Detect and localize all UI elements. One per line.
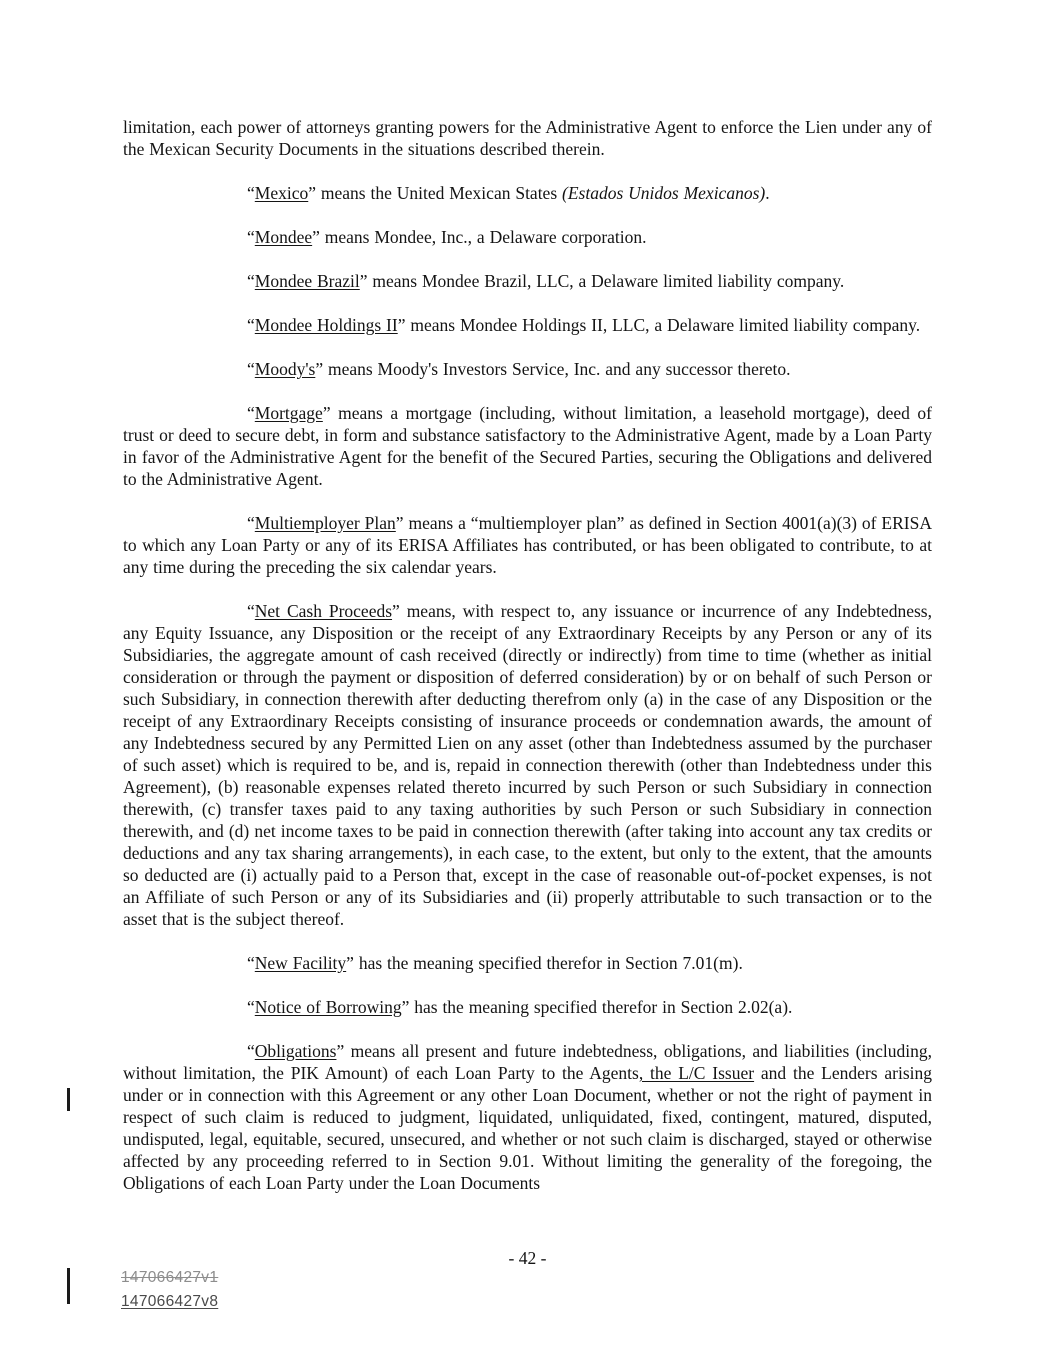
text-run: ” has the meaning specified therefor in Section 2.02(a). [401,997,793,1017]
text-run: ” means the United Mexican States [308,183,563,203]
text-run: “ [247,403,255,423]
version-stamp-old: 147066427v1 [121,1269,219,1286]
text-run: and the Lenders arising under or in connection with this Agreement or any other Loan Document, whether or not the right of payment in respect of such claim is reduced to judgment, liquidated, unliquidated, fixed, contingent, matured, disputed, undisputed, legal, equitable, secured, unsecured, and whether or not such claim is discharged, stayed or otherwise affected by any proceeding referred to in Section 9.01. Without limiting the generality of the foregoing, the Obligations of each Loan Party under the Loan Documents [123,1063,932,1193]
text-run: ” means Mondee Holdings II, LLC, a Delaware limited liability company. [397,315,921,335]
text-run: limitation, each power of attorneys granting powers for the Administrative Agent to enforce the Lien under any of the Mexican Security Documents in the situations described therein. [123,117,932,159]
text-run: “ [247,359,255,379]
definition-mondee [123,226,932,248]
text-run: ” means, with respect to, any issuance or incurrence of any Indebtedness, any Equity Issuance, any Disposition or the receipt of any Extraordinary Receipts by any Person or any of its Subsidiaries, the aggregate amount of cash received (directly or indirectly) from time to time (whether as initial consideration or through the payment or disposition of deferred consideration) by or on behalf of such Person or such Subsidiary, in connection therewith after deducting therefrom only (a) in the case of any Disposition or the receipt of any Extraordinary Receipts consisting of insurance proceeds or condemnation awards, the amount of any Indebtedness secured by any Permitted Lien on any asset (other than Indebtedness assumed by the purchaser of such asset) which is required to be, and is, repaid in connection therewith (other than Indebtedness under this Agreement), (b) reasonable expenses related thereto incurred by such Person or such Subsidiary in connection therewith, (c) transfer taxes paid to any taxing authorities by such Person or such Subsidiary in connection therewith, and (d) net income taxes to be paid in connection therewith (after taking into account any tax credits or deductions and any tax sharing arrangements), in each case, to the extent, but only to the extent, that the amounts so deducted are (i) actually paid to a Person that, except in the case of reasonable out-of-pocket expenses, is not an Affiliate of such Person or any of its Subsidiaries and (ii) properly attributable to such transaction or to the asset that is the subject thereof. [123,601,932,929]
version-stamps [121,1266,218,1314]
text-run: “ [247,227,255,247]
text-run: ” means a mortgage (including, without limitation, a leasehold mortgage), deed of trust or deed to secure debt, in form and substance satisfactory to the Administrative Agent, made by a Loan Party in favor of the Administrative Agent for the benefit of the Secured Parties, securing the Obligations and delivered to the Administrative Agent. [123,403,932,489]
defined-term: Moody's [254,359,316,379]
text-run: ” means Mondee Brazil, LLC, a Delaware limited liability company. [359,271,845,291]
text-run: “ [247,1041,255,1061]
text-run: “ [247,183,255,203]
definition-moodys [123,358,932,380]
page-number: - 42 - [508,1248,547,1268]
defined-term: Mondee Holdings II [254,315,398,335]
text-run: ” means a “multiemployer plan” as defined in Section 4001(a)(3) of ERISA to which any Loan Party or any of its ERISA Affiliates has contributed, or has been obligated to contribute, to at any time during the preceding the six calendar years. [123,513,932,577]
defined-term: New Facility [254,953,347,973]
definition-multiemployer-plan [123,512,932,578]
change-bar-obligations [67,1088,70,1111]
text-run: “ [247,953,255,973]
text-run: “ [247,315,255,335]
defined-term: Notice of Borrowing [254,997,402,1017]
inserted-text: , the L/C Issuer [638,1063,755,1083]
defined-term: Mortgage [254,403,323,423]
text-run: ” means all present and future indebtedness, obligations, and liabilities (including, without limitation, the PIK Amount) of each Loan Party to the Agents [123,1041,932,1083]
text-run: “ [247,601,255,621]
text-run: “ [247,997,255,1017]
change-bar-footer [67,1268,70,1304]
defined-term: Multiemployer Plan [254,513,396,533]
definition-obligations [123,1040,932,1194]
definition-mexico [123,182,932,204]
text-run: ” means Mondee, Inc., a Delaware corporation. [312,227,647,247]
defined-term: Mexico [254,183,309,203]
definition-notice-of-borrowing [123,996,932,1018]
defined-term: Mondee Brazil [254,271,360,291]
definition-new-facility [123,952,932,974]
version-stamp-new: 147066427v8 [121,1293,219,1310]
definition-net-cash-proceeds [123,600,932,930]
defined-term: Net Cash Proceeds [254,601,393,621]
defined-term: Mondee [254,227,313,247]
text-run: ” means Moody's Investors Service, Inc. and any successor thereto. [315,359,791,379]
defined-term: Obligations [254,1041,337,1061]
definition-mondee-holdings-ii [123,314,932,336]
italic-foreign-phrase: (Estados Unidos Mexicanos) [562,183,766,203]
definition-mondee-brazil [123,270,932,292]
paragraph-continuation [123,116,932,160]
text-run: “ [247,513,255,533]
text-run: ” has the meaning specified therefor in Section 7.01(m). [346,953,743,973]
document-body [123,116,932,1216]
definition-mortgage [123,402,932,490]
text-run: . [765,183,770,203]
text-run: “ [247,271,255,291]
